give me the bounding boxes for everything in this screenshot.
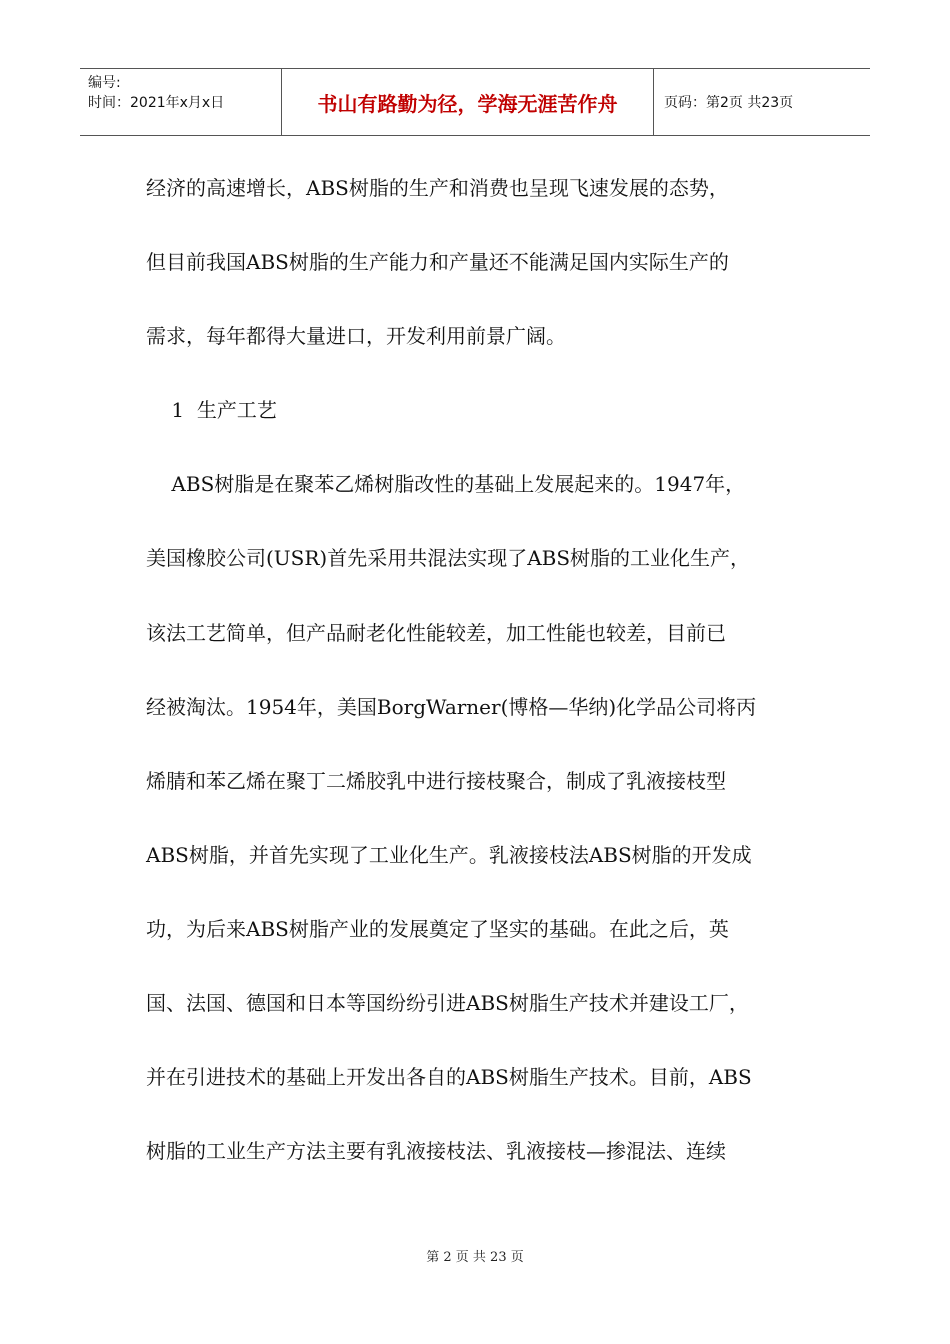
document-number-label: 编号: bbox=[88, 75, 121, 91]
body-line: 美国橡胶公司(USR)首先采用共混法实现了ABS树脂的工业化生产， bbox=[146, 546, 751, 571]
page-footer: 第 2 页 共 23 页 bbox=[426, 1250, 524, 1265]
body-line: 经济的高速增长，ABS树脂的生产和消费也呈现飞速发展的态势， bbox=[146, 176, 729, 200]
body-line: ABS树脂，并首先实现了工业化生产。乳液接枝法ABS树脂的开发成 bbox=[146, 842, 752, 867]
body-line: 该法工艺简单，但产品耐老化性能较差，加工性能也较差，目前已 bbox=[146, 620, 726, 645]
document-body bbox=[146, 168, 808, 1205]
body-line: 并在引进技术的基础上开发出各自的ABS树脂生产技术。目前，ABS bbox=[146, 1065, 752, 1090]
document-date: 时间：2021年x月x日 bbox=[88, 95, 225, 111]
header-page-info: 页码：第2页 共23页 bbox=[664, 95, 794, 111]
body-line: 国、法国、德国和日本等国纷纷引进ABS树脂生产技术并建设工厂， bbox=[146, 991, 749, 1016]
body-line: 经被淘汰。1954年，美国BorgWarner(博格—华纳)化学品公司将丙 bbox=[146, 694, 757, 719]
body-line: 但目前我国ABS树脂的生产能力和产量还不能满足国内实际生产的 bbox=[146, 250, 729, 275]
body-line: 烯腈和苯乙烯在聚丁二烯胶乳中进行接枝聚合，制成了乳液接枝型 bbox=[146, 768, 726, 793]
header-left-cell bbox=[80, 69, 282, 135]
body-line: 树脂的工业生产方法主要有乳液接枝法、乳液接枝—掺混法、连续 bbox=[146, 1139, 726, 1164]
section-heading: 1 生产工艺 bbox=[146, 398, 277, 423]
body-line: 功，为后来ABS树脂产业的发展奠定了坚实的基础。在此之后，英 bbox=[146, 916, 729, 941]
body-line: 需求，每年都得大量进口，开发利用前景广阔。 bbox=[146, 324, 566, 349]
page-header bbox=[80, 68, 870, 136]
header-motto: 书山有路勤为径，学海无涯苦作舟 bbox=[282, 69, 654, 135]
body-line: ABS树脂是在聚苯乙烯树脂改性的基础上发展起来的。1947年， bbox=[146, 472, 746, 497]
